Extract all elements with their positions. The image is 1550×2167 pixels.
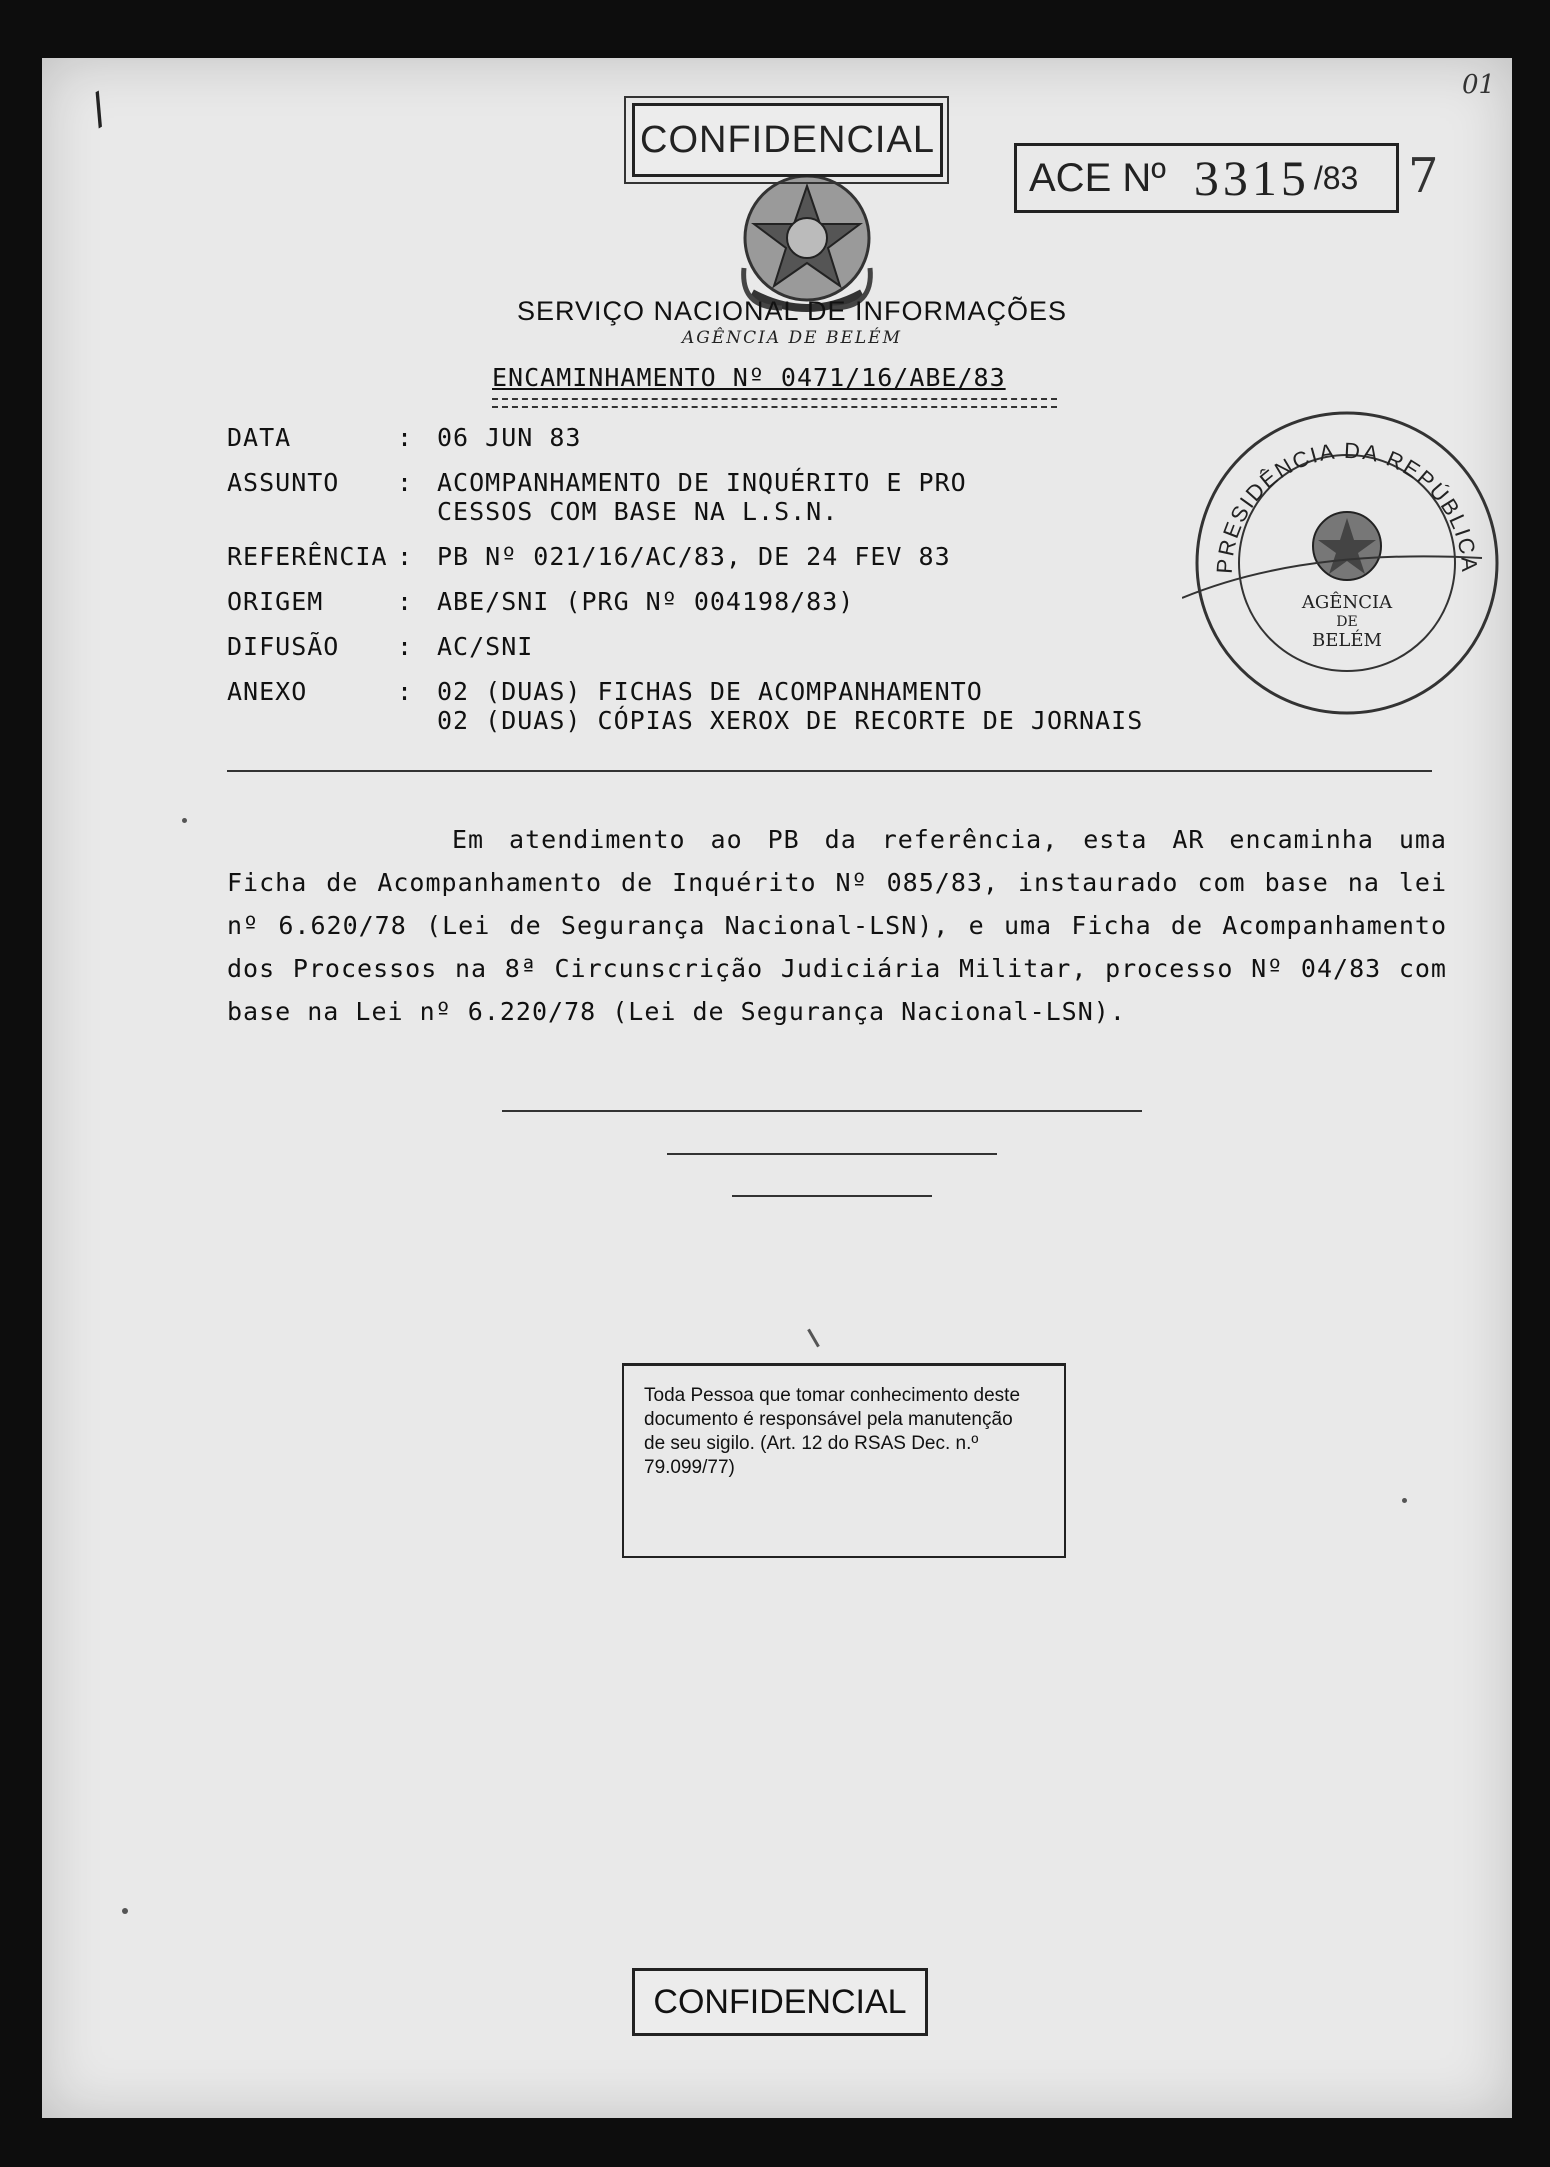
field-row-data: DATA : 06 JUN 83 xyxy=(227,423,1287,452)
ace-label: ACE Nº xyxy=(1029,155,1166,200)
field-row-referencia: REFERÊNCIA : PB Nº 021/16/AC/83, DE 24 FEV 83 xyxy=(227,542,1287,571)
secrecy-notice-text: Toda Pessoa que tomar conhecimento deste documento é responsável pela manutenção de seu sigilo. (Art. 12 do RSAS Dec. n.º 79.099/77) xyxy=(644,1385,1021,1478)
secrecy-notice-box xyxy=(622,1363,1066,1558)
confidential-stamp-top: CONFIDENCIAL xyxy=(632,103,943,177)
field-row-origem: ORIGEM : ABE/SNI (PRG Nº 004198/83) xyxy=(227,587,1287,616)
pen-mark: / xyxy=(77,83,121,135)
closing-line xyxy=(732,1195,932,1197)
agency-seal xyxy=(1182,398,1512,728)
confidential-stamp-bottom: CONFIDENCIAL xyxy=(632,1968,928,2036)
header-fields xyxy=(227,423,1287,751)
seal-agency-line1: AGÊNCIA xyxy=(1301,592,1393,613)
field-label: ANEXO xyxy=(227,677,308,706)
closing-line xyxy=(667,1153,997,1155)
ace-handwritten-mark: 7 xyxy=(1408,148,1439,204)
seal-ring-text: PRESIDÊNCIA DA REPÚBLICA xyxy=(1211,437,1483,575)
document-reference: ENCAMINHAMENTO Nº 0471/16/ABE/83 xyxy=(492,363,1006,392)
field-row-anexo: ANEXO : 02 (DUAS) FICHAS DE ACOMPANHAMENTO 02 (DUAS) CÓPIAS XEROX DE RECORTE DE JORNAIS xyxy=(227,677,1287,735)
scan-speck xyxy=(182,818,187,823)
field-row-difusao: DIFUSÃO : AC/SNI xyxy=(227,632,1287,661)
field-value: PB Nº 021/16/AC/83, DE 24 FEV 83 xyxy=(437,542,951,571)
section-divider xyxy=(227,770,1432,772)
document-page xyxy=(42,58,1512,2118)
field-row-assunto: ASSUNTO : ACOMPANHAMENTO DE INQUÉRITO E PRO CESSOS COM BASE NA L.S.N. xyxy=(227,468,1287,526)
seal-agency-line2: DE xyxy=(1336,614,1358,630)
scan-speck xyxy=(122,1908,128,1914)
field-value: 06 JUN 83 xyxy=(437,423,582,452)
field-label: REFERÊNCIA xyxy=(227,542,388,571)
field-label: ASSUNTO xyxy=(227,468,340,497)
field-value: ABE/SNI (PRG Nº 004198/83) xyxy=(437,587,855,616)
scan-speck xyxy=(1402,1498,1407,1503)
body-paragraph xyxy=(227,818,1447,1033)
seal-agency-line3: BELÉM xyxy=(1312,630,1382,651)
field-value: ACOMPANHAMENTO DE INQUÉRITO E PRO CESSOS COM BASE NA L.S.N. xyxy=(437,468,967,526)
field-value: 02 (DUAS) FICHAS DE ACOMPANHAMENTO 02 (DUAS) CÓPIAS XEROX DE RECORTE DE JORNAIS xyxy=(437,677,1144,735)
page-number: 01 xyxy=(1462,70,1496,100)
scan-speck xyxy=(807,1329,820,1348)
ace-number-box xyxy=(1014,143,1399,213)
agency-title: SERVIÇO NACIONAL DE INFORMAÇÕES xyxy=(516,296,1068,326)
reference-underline xyxy=(492,398,1057,408)
ace-number: 3315 xyxy=(1193,150,1310,206)
field-label: ORIGEM xyxy=(227,587,324,616)
field-label: DIFUSÃO xyxy=(227,632,340,661)
closing-line xyxy=(502,1110,1142,1112)
agency-subtitle: AGÊNCIA DE BELÉM xyxy=(682,328,902,348)
field-value: AC/SNI xyxy=(437,632,534,661)
field-label: DATA xyxy=(227,423,292,452)
ace-suffix: /83 xyxy=(1313,159,1359,196)
body-text: Em atendimento ao PB da referência, esta AR encaminha uma Ficha de Acompanhamento de Inquérito Nº 085/83, instaurado com base na lei nº 6.620/78 (Lei de Segurança Nacional-LSN), e uma Ficha de Acompanhamento dos Processos na 8ª Circunscrição Judiciária Militar, processo Nº 04/83 com base na Lei nº 6.220/78 (Lei de Segurança Nacional-LSN). xyxy=(227,825,1447,1026)
